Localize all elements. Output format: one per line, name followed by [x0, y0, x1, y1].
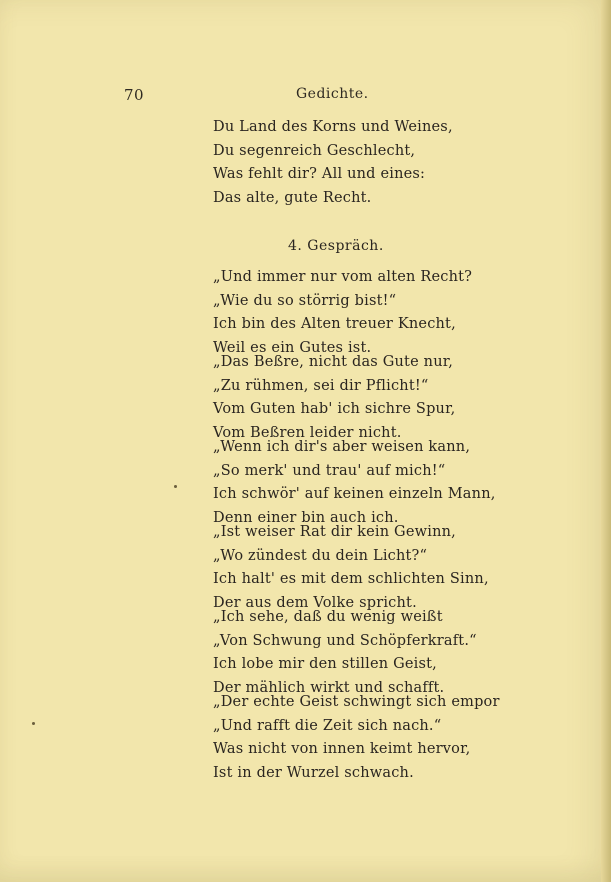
- verse-line: Vom Guten hab' ich sichre Spur,: [213, 401, 456, 417]
- page-edge: [601, 0, 611, 882]
- poem-title: 4. Gespräch.: [288, 238, 384, 254]
- verse-line: Weil es ein Gutes ist.: [213, 339, 372, 356]
- verse-line: „Wo zündest du dein Licht?“: [213, 547, 428, 564]
- verse-line: Der mählich wirkt und schafft.: [213, 679, 445, 696]
- verse-line: Ich bin des Alten treuer Knecht,: [213, 316, 456, 332]
- verse-line: Ich lobe mir den stillen Geist,: [213, 656, 437, 672]
- verse-line: „Und rafft die Zeit sich nach.“: [213, 717, 442, 734]
- top-stanza: [213, 116, 453, 210]
- verse-line: Was nicht von innen keimt hervor,: [213, 741, 471, 757]
- verse-line: Der aus dem Volke spricht.: [213, 594, 417, 611]
- verse-line: Das alte, gute Recht.: [213, 189, 372, 206]
- verse-line: „Der echte Geist schwingt sich empor: [213, 694, 500, 710]
- running-title: Gedichte.: [296, 86, 369, 102]
- stanza-6: [213, 691, 500, 785]
- verse-line: „Ich sehe, daß du wenig weißt: [213, 609, 443, 625]
- page-number: 70: [124, 86, 145, 104]
- stanza-4: [213, 521, 489, 615]
- paper-speck: [32, 722, 35, 725]
- verse-line: „Ist weiser Rat dir kein Gewinn,: [213, 524, 456, 540]
- stanza-1: [213, 266, 472, 360]
- verse-line: Vom Beßren leider nicht.: [213, 424, 402, 441]
- verse-line: Was fehlt dir? All und eines:: [213, 166, 426, 182]
- verse-line: „Von Schwung und Schöpferkraft.“: [213, 632, 477, 649]
- verse-line: „Und immer nur vom alten Recht?: [213, 269, 473, 285]
- verse-line: „Wie du so störrig bist!“: [213, 292, 397, 309]
- verse-line: „Zu rühmen, sei dir Pflicht!“: [213, 377, 429, 394]
- verse-line: „Wenn ich dir's aber weisen kann,: [213, 439, 471, 455]
- verse-line: „So merk' und trau' auf mich!“: [213, 462, 446, 479]
- verse-line: „Das Beßre, nicht das Gute nur,: [213, 354, 454, 370]
- verse-line: Du segenreich Geschlecht,: [213, 142, 416, 159]
- paper-speck: [174, 485, 177, 488]
- verse-line: Denn einer bin auch ich.: [213, 509, 399, 526]
- verse-line: Ich schwör' auf keinen einzeln Mann,: [213, 486, 496, 502]
- verse-line: Ist in der Wurzel schwach.: [213, 764, 414, 781]
- verse-line: Ich halt' es mit dem schlichten Sinn,: [213, 571, 489, 587]
- stanza-5: [213, 606, 477, 700]
- running-head: [0, 86, 611, 106]
- stanza-2: [213, 351, 455, 445]
- stanza-3: [213, 436, 496, 530]
- verse-line: Du Land des Korns und Weines,: [213, 119, 453, 135]
